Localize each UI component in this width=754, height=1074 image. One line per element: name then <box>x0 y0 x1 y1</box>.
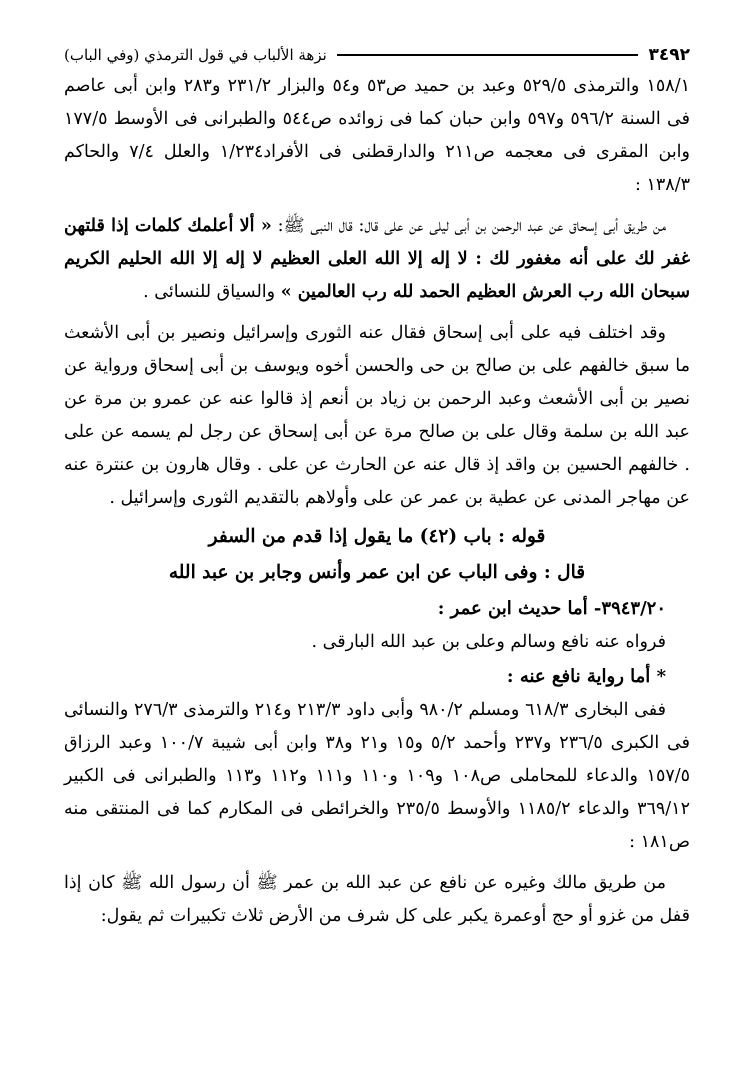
hadith-tail: والسياق للنسائى . <box>143 282 276 302</box>
section-title-ibn-umar: ٣٩٤٣/٢٠- أما حديث ابن عمر : <box>437 598 666 619</box>
hadith-intro: من طريق أبى إسحاق عن عبد الرحمن بن أبى ليلى عن على قال: قال النبى ﷺ: <box>277 216 666 236</box>
hadith-paragraph <box>64 210 690 309</box>
chapter-subheading: قال : وفى الباب عن ابن عمر وأنس وجابر بن عبد الله <box>168 562 586 583</box>
references-paragraph-1: ١٥٨/١ والترمذى ٥٢٩/٥ وعبد بن حميد ص٥٣ و٥٤ والبزار ٢٣١/٢ و٢٨٣ وابن أبى عاصم فى السنة ٥٩٦/٢ و٥٩٧ وابن حبان كما فى زوائده ص٥٤٤ والطبرانى فى الأوسط ١٧٧/٥ وابن المقرى فى معجمه ص٢١١ والدارقطنى فى الأفراد١/٢٣٤ والعلل ٧/٤ والحاكم ١٣٨/٣ : <box>64 76 691 195</box>
star-bullet: * <box>656 666 666 687</box>
header-rule <box>337 54 639 56</box>
narrators-paragraph: فرواه عنه نافع وسالم وعلى بن عبد الله البارقى . <box>311 632 666 652</box>
page-header <box>64 40 690 70</box>
final-hadith-paragraph: من طريق مالك وغيره عن نافع عن عبد الله بن عمر ﷺ أن رسول الله ﷺ كان إذا قفل من غزو أو حج أوعمرة يكبر على كل شرف من الأرض ثلاث تكبيرات ثم يقول: <box>64 873 690 926</box>
section-title-nafi <box>64 659 690 694</box>
chapter-heading: قوله : باب (٤٢) ما يقول إذا قدم من السفر <box>208 526 546 547</box>
page-number: ٣٤٩٢ <box>648 45 690 65</box>
references-paragraph-2: ففى البخارى ٦١٨/٣ ومسلم ٩٨٠/٢ وأبى داود ٢١٣/٣ و٢١٤ والترمذى ٢٧٦/٣ والنسائى فى الكبرى ٢٣٦/٥ و٢٣٧ وأحمد ٥/٢ و١٥ و٢١ و٣٨ وابن أبى شيبة ١٠٠/٧ وعبد الرزاق ١٥٧/٥ والدعاء للمحاملى ص١٠٨ و١٠٩ و١١٠ و١١١ و١١٢ و١١٣ والطبرانى فى الكبير ٣٦٩/١٢ والدعاء ١١٨٥/٢ والأوسط ٢٣٥/٥ والخرائطى فى المكارم كما فى المنتقى منه ص١٨١ : <box>64 700 691 852</box>
isnad-discussion-paragraph: وقد اختلف فيه على أبى إسحاق فقال عنه الثورى وإسرائيل ونصير بن أبى الأشعث ما سبق خالفهم على بن صالح بن حى والحسن أخوه ويوسف بن أبى إسحاق ورواية عن نصير بن أبى الأشعث وعبد الرحمن بن زياد بن أنعم إذ قالوا عنه عن عمرو بن مرة عن عبد الله بن سلمة وقال على بن صالح مرة عن أبى إسحاق عن رجل لم يسمه عن على . خالفهم الحسين بن واقد إذ قال عنه عن الحارث عن على . وقال هارون بن عنترة عنه عن مهاجر المدنى عن عطية بن عمر عن على وأولاهم بالتقديم الثورى وإسرائيل . <box>64 323 690 508</box>
running-title: نزهة الألباب في قول الترمذي (وفي الباب) <box>64 46 327 64</box>
section-title-nafi-text: أما رواية نافع عنه : <box>506 666 651 687</box>
hadith-text: « ألا أعلمك كلمات إذا قلتهن غفر لك على أنه مغفور لك : لا إله إلا الله العلى العظيم لا إله إلا الله الحليم الكريم سبحان الله رب العرش العظيم الحمد لله رب العالمين » <box>64 216 690 302</box>
